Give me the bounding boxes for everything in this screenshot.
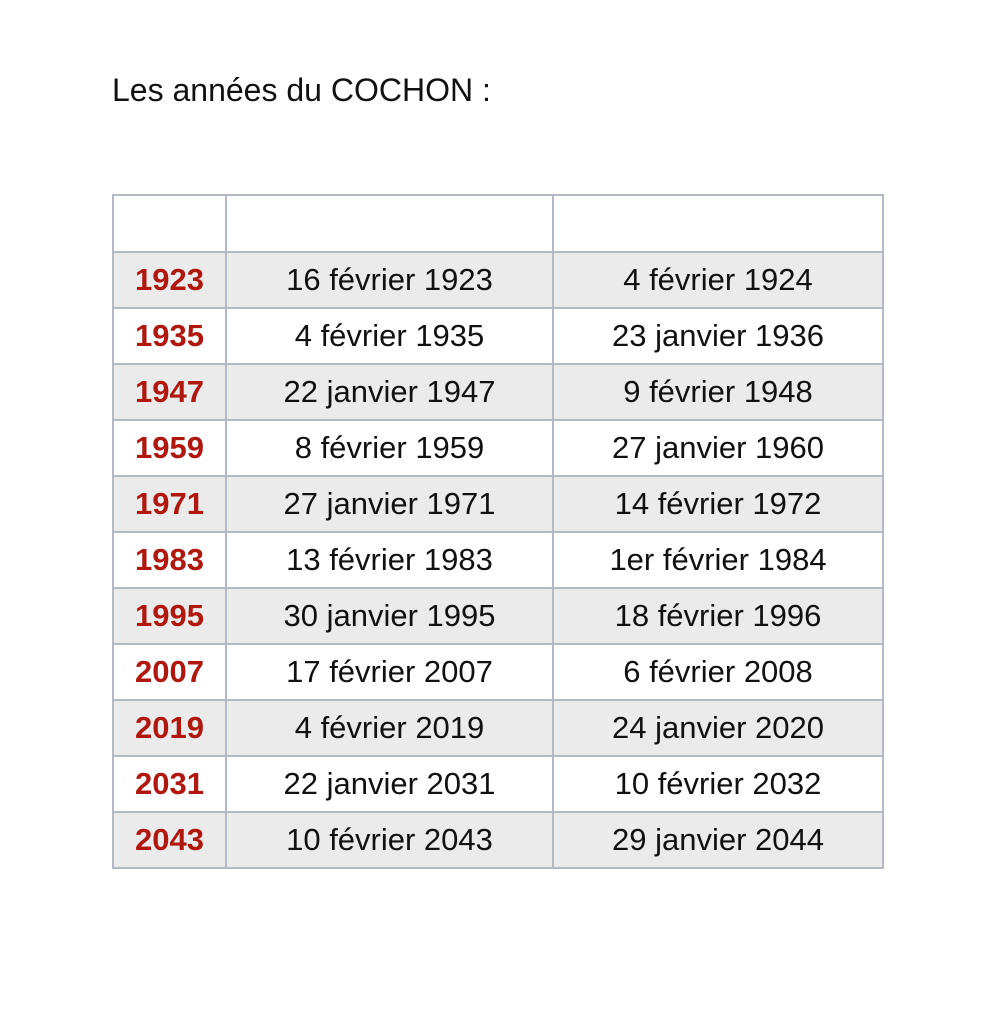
start-date-cell: 4 février 2019	[226, 700, 553, 756]
start-date-cell: 27 janvier 1971	[226, 476, 553, 532]
start-date-cell: 10 février 2043	[226, 812, 553, 868]
table-row	[113, 812, 883, 868]
start-date-cell: 16 février 1923	[226, 252, 553, 308]
year-cell: 1959	[113, 420, 226, 476]
years-table-container	[112, 194, 884, 869]
end-date-cell: 6 février 2008	[553, 644, 883, 700]
end-date-cell: 9 février 1948	[553, 364, 883, 420]
start-date-cell: 17 février 2007	[226, 644, 553, 700]
start-date-cell: 22 janvier 1947	[226, 364, 553, 420]
table-body	[113, 252, 883, 868]
years-table	[112, 194, 884, 869]
table-row	[113, 532, 883, 588]
table-row	[113, 364, 883, 420]
year-cell: 2043	[113, 812, 226, 868]
year-cell: 2007	[113, 644, 226, 700]
table-row	[113, 252, 883, 308]
header-cell-end	[553, 195, 883, 252]
end-date-cell: 14 février 1972	[553, 476, 883, 532]
year-cell: 2031	[113, 756, 226, 812]
table-row	[113, 700, 883, 756]
start-date-cell: 13 février 1983	[226, 532, 553, 588]
end-date-cell: 29 janvier 2044	[553, 812, 883, 868]
table-header-row	[113, 195, 883, 252]
end-date-cell: 23 janvier 1936	[553, 308, 883, 364]
year-cell: 1995	[113, 588, 226, 644]
table-row	[113, 308, 883, 364]
end-date-cell: 4 février 1924	[553, 252, 883, 308]
year-cell: 1935	[113, 308, 226, 364]
start-date-cell: 22 janvier 2031	[226, 756, 553, 812]
table-header	[113, 195, 883, 252]
end-date-cell: 10 février 2032	[553, 756, 883, 812]
end-date-cell: 24 janvier 2020	[553, 700, 883, 756]
year-cell: 2019	[113, 700, 226, 756]
table-row	[113, 420, 883, 476]
start-date-cell: 30 janvier 1995	[226, 588, 553, 644]
header-cell-start	[226, 195, 553, 252]
table-row	[113, 756, 883, 812]
end-date-cell: 27 janvier 1960	[553, 420, 883, 476]
start-date-cell: 8 février 1959	[226, 420, 553, 476]
start-date-cell: 4 février 1935	[226, 308, 553, 364]
end-date-cell: 1er février 1984	[553, 532, 883, 588]
table-row	[113, 644, 883, 700]
page-title: Les années du COCHON :	[112, 72, 491, 108]
table-row	[113, 588, 883, 644]
end-date-cell: 18 février 1996	[553, 588, 883, 644]
year-cell: 1947	[113, 364, 226, 420]
header-cell-year	[113, 195, 226, 252]
table-row	[113, 476, 883, 532]
year-cell: 1923	[113, 252, 226, 308]
year-cell: 1983	[113, 532, 226, 588]
year-cell: 1971	[113, 476, 226, 532]
